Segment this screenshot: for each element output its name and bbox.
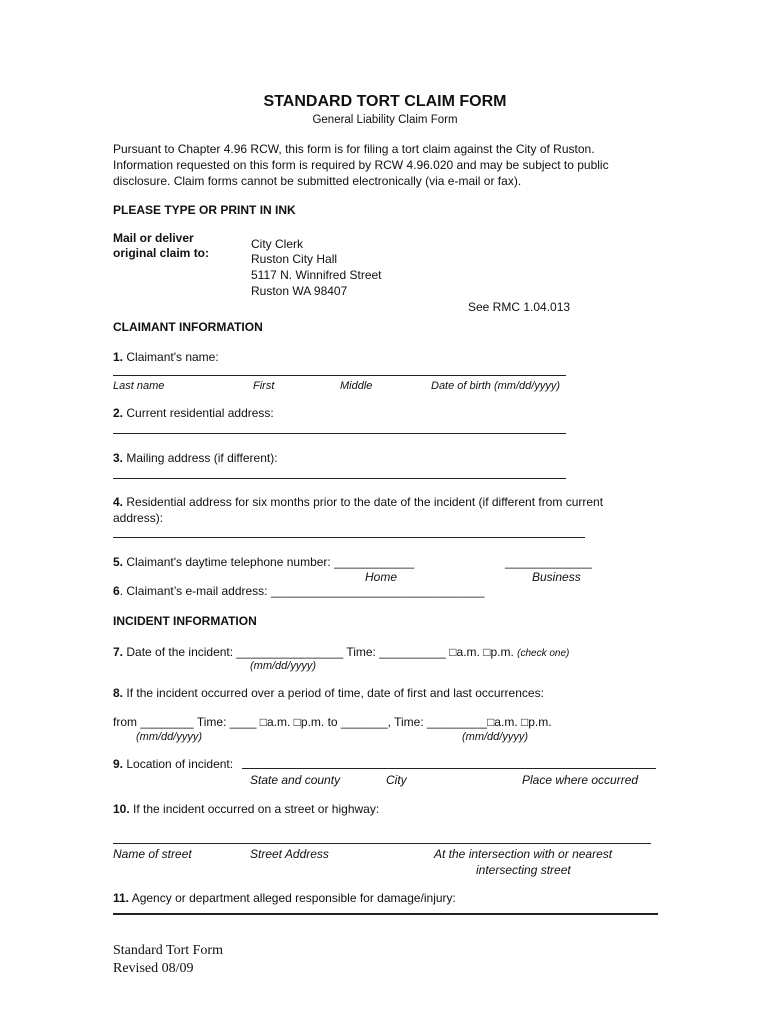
q11-number: 11.	[113, 891, 130, 905]
q4-answer-line[interactable]	[113, 537, 585, 538]
q10-number: 10.	[113, 802, 130, 816]
q9-sub-place: Place where occurred	[522, 773, 639, 787]
intro-line-3: disclosure. Claim forms cannot be submitted electronically (via e-mail or fax).	[113, 174, 522, 188]
q4-number: 4.	[113, 495, 124, 509]
q10-answer-line[interactable]	[113, 843, 651, 844]
q3-answer-line[interactable]	[113, 478, 566, 479]
q2-number: 2.	[113, 406, 124, 420]
q5-home-label: Home	[365, 570, 398, 584]
q9-sub-state-county: State and county	[250, 773, 341, 787]
q6-number: 6	[113, 584, 120, 598]
q4-text-continued: address):	[113, 511, 164, 525]
q1-label	[113, 350, 219, 364]
q8-from-line[interactable]: from ________ Time: ____ □a.m. □p.m. to _______, Time: _________□a.m. □p.m.	[113, 715, 552, 729]
q8-label	[113, 686, 544, 700]
q8-number: 8.	[113, 686, 124, 700]
q3-number: 3.	[113, 451, 124, 465]
q4-label	[113, 495, 603, 509]
q3-text: Mailing address (if different):	[126, 451, 278, 465]
q9-sub-city: City	[386, 773, 407, 787]
q5-business-label: Business	[532, 570, 581, 584]
q2-text: Current residential address:	[126, 406, 274, 420]
q1-sub-last-name: Last name	[113, 380, 165, 392]
q8-date-format-1: (mm/dd/yyyy)	[136, 731, 202, 743]
q9-text: Location of incident:	[126, 757, 234, 771]
footer-form-name: Standard Tort Form	[113, 943, 223, 958]
incident-heading: INCIDENT INFORMATION	[113, 614, 257, 628]
q6-text: . Claimant’s e-mail address: ________________________________	[119, 584, 485, 598]
q1-text: Claimant's name:	[126, 350, 219, 364]
q1-number: 1.	[113, 350, 124, 364]
intro-line-1: Pursuant to Chapter 4.96 RCW, this form is for filing a tort claim against the City of Ruston.	[113, 142, 595, 156]
q11-label	[113, 891, 456, 905]
q6-label	[113, 584, 484, 598]
q7-label	[113, 645, 569, 659]
q7-text: Date of the incident: ________________ Time: __________ □a.m. □p.m.	[126, 645, 514, 659]
mail-label-1: Mail or deliver	[113, 231, 194, 245]
q1-sub-dob: Date of birth (mm/dd/yyyy)	[431, 380, 560, 392]
mail-address-line-3: 5117 N. Winnifred Street	[251, 268, 382, 282]
q1-sub-first: First	[253, 380, 275, 392]
claimant-heading: CLAIMANT INFORMATION	[113, 320, 263, 334]
q2-answer-line[interactable]	[113, 433, 566, 434]
q8-date-format-2: (mm/dd/yyyy)	[462, 731, 528, 743]
q10-sub-intersecting-street: intersecting street	[476, 863, 571, 877]
mail-label-2: original claim to:	[113, 246, 210, 260]
rmc-reference: See RMC 1.04.013	[468, 300, 571, 314]
q2-label	[113, 406, 274, 420]
q4-text: Residential address for six months prior to the date of the incident (if different from current	[126, 495, 604, 509]
instruction-heading: PLEASE TYPE OR PRINT IN INK	[113, 203, 296, 217]
page-title: STANDARD TORT CLAIM FORM	[263, 93, 507, 110]
q3-label	[113, 451, 278, 465]
q8-text: If the incident occurred over a period of time, date of first and last occurrences:	[126, 686, 544, 700]
q10-sub-street-name: Name of street	[113, 847, 192, 861]
footer-revision: Revised 08/09	[113, 961, 194, 976]
q10-text: If the incident occurred on a street or highway:	[133, 802, 380, 816]
mail-address-line-1: City Clerk	[251, 237, 304, 251]
q10-sub-intersection: At the intersection with or nearest	[434, 847, 613, 861]
q7-check-one: (check one)	[517, 648, 570, 659]
q5-label	[113, 555, 414, 569]
q5-number: 5.	[113, 555, 124, 569]
q1-answer-line[interactable]	[113, 375, 566, 376]
q9-label	[113, 757, 233, 771]
q11-text: Agency or department alleged responsible for damage/injury:	[131, 891, 456, 905]
q7-number: 7.	[113, 645, 124, 659]
q5-business-blank[interactable]: _____________	[505, 555, 592, 569]
mail-address-line-2: Ruston City Hall	[251, 252, 338, 266]
q5-text: Claimant's daytime telephone number: ____________	[126, 555, 415, 569]
q10-label	[113, 802, 379, 816]
q9-answer-line[interactable]	[242, 768, 656, 769]
section-divider	[113, 913, 658, 915]
q1-sub-middle: Middle	[340, 380, 373, 392]
mail-address-line-4: Ruston WA 98407	[251, 284, 348, 298]
q7-date-format: (mm/dd/yyyy)	[250, 660, 316, 672]
page-subtitle: General Liability Claim Form	[312, 114, 458, 126]
q9-number: 9.	[113, 757, 124, 771]
intro-line-2: Information requested on this form is required by RCW 4.96.020 and may be subject to public	[113, 158, 609, 172]
q10-sub-street-address: Street Address	[250, 847, 329, 861]
